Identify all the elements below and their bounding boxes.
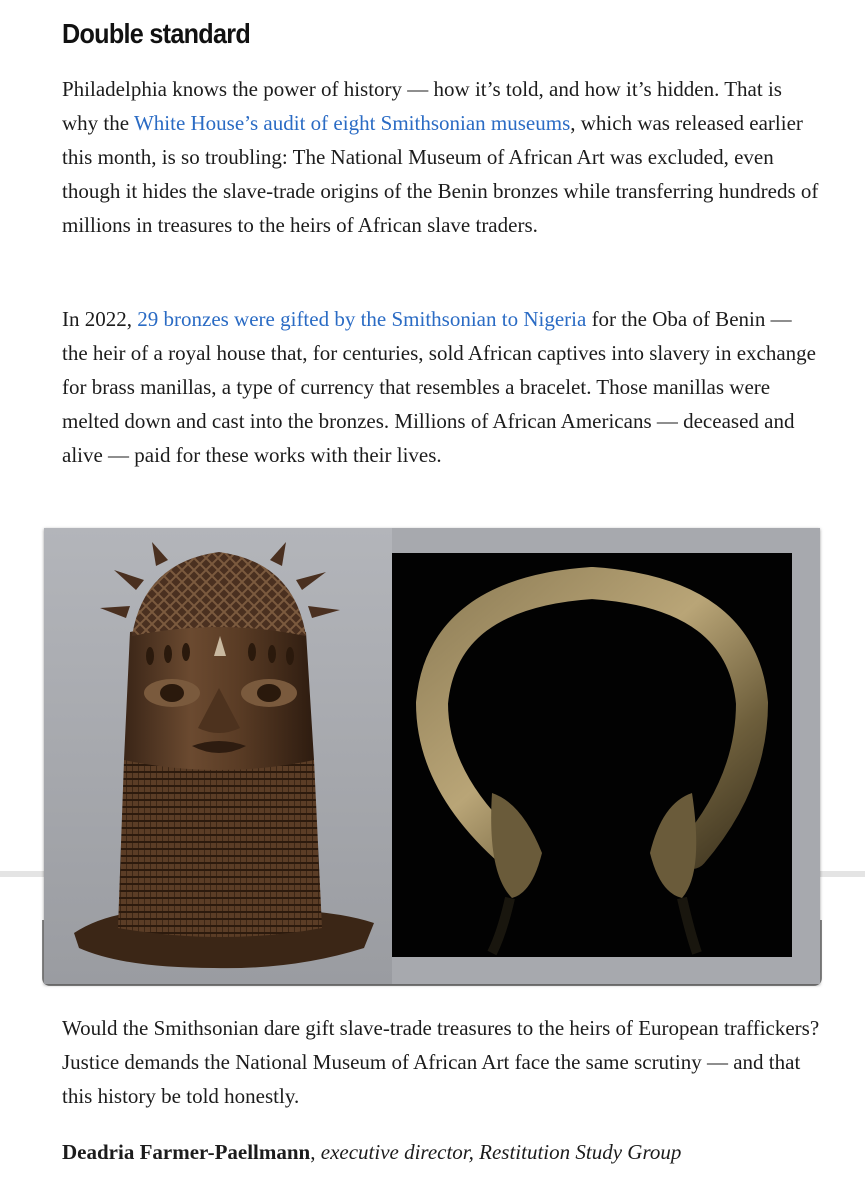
brass-manilla-icon bbox=[392, 553, 792, 957]
signature-separator: , bbox=[310, 1140, 321, 1164]
benin-bronze-head-icon bbox=[44, 528, 392, 984]
paragraph-2 bbox=[62, 302, 822, 472]
author-title: executive director, Restitution Study Group bbox=[320, 1140, 682, 1164]
p2-text-start: In 2022, bbox=[62, 307, 138, 331]
section-heading: Double standard bbox=[62, 18, 251, 49]
p2-text-end: for the Oba of Benin — the heir of a royal house that, for centuries, sold African captives into slavery in exchange for brass manillas, a type of currency that resembles a bracelet. Those manillas were melted down and cast into the bronzes. Millions of African Americans — deceased and alive — paid for these works with their lives. bbox=[62, 307, 816, 467]
audit-link[interactable]: White House’s audit of eight Smithsonian museums bbox=[133, 111, 571, 135]
paragraph-3: Would the Smithsonian dare gift slave-trade treasures to the heirs of European traffickers? Justice demands the National Museum of African Art face the same scrutiny — and that this history be told honestly. bbox=[62, 1016, 820, 1108]
author-signature bbox=[62, 1140, 681, 1165]
p1-text-start: Philadelphia knows the power of history — how it’s told, and how it’s hidden. That is why the bbox=[62, 77, 782, 135]
p1-text-end: , which was released earlier this month, is so troubling: The National Museum of African Art was excluded, even though it hides the slave-trade origins of the Benin bronzes while transferring hundreds of millions in treasures to the heirs of African slave traders. bbox=[62, 111, 819, 237]
bronzes-gift-link[interactable]: 29 bronzes were gifted by the Smithsonian to Nigeria bbox=[137, 307, 587, 331]
paragraph-1 bbox=[62, 72, 822, 242]
author-name: Deadria Farmer-Paellmann bbox=[62, 1140, 311, 1164]
